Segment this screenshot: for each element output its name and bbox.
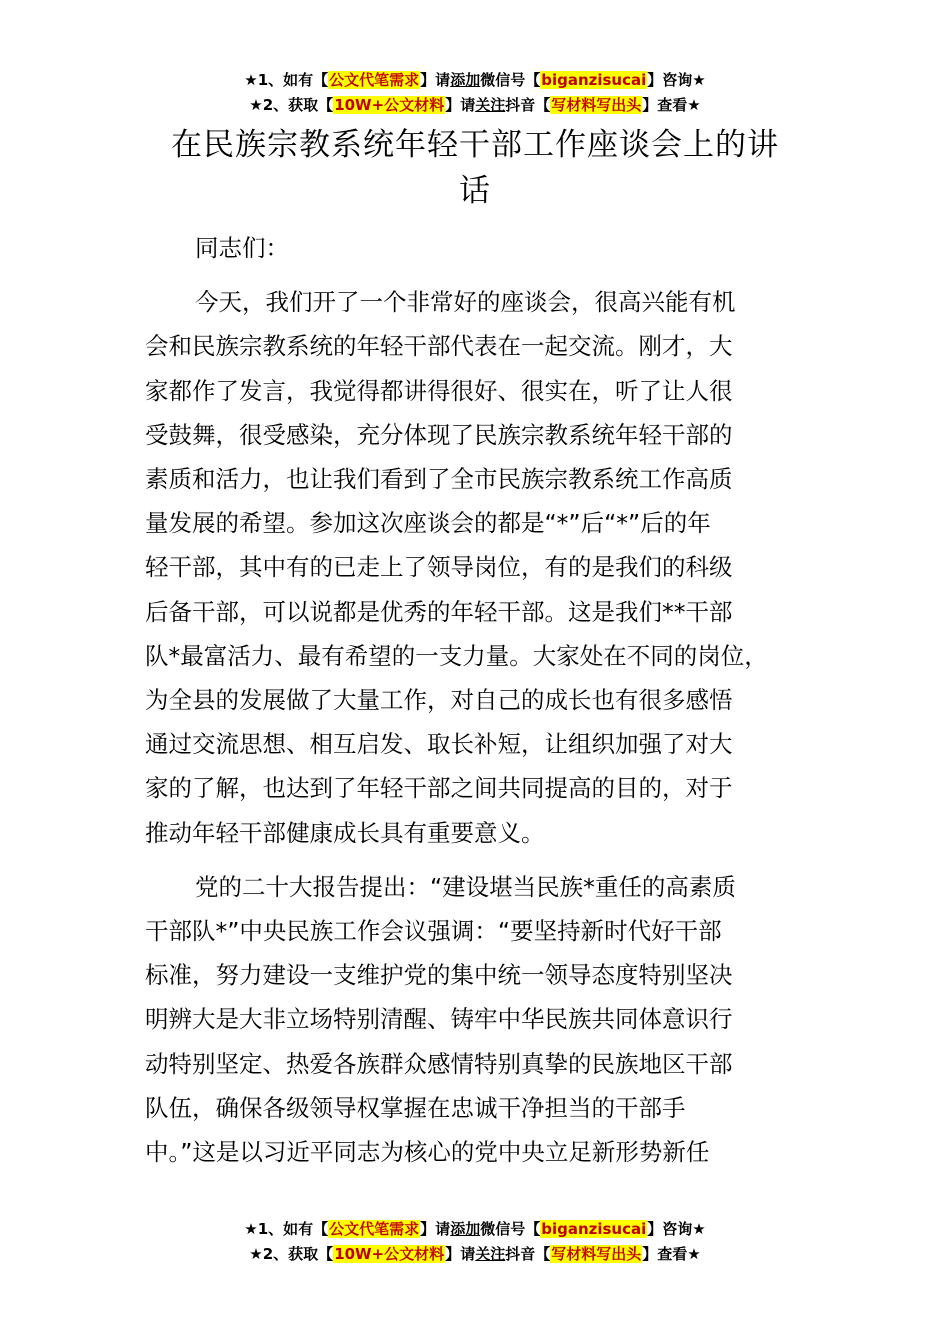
paragraph-line: 量发展的希望。参加这次座谈会的都是“*”后“*”后的年 [145, 509, 711, 538]
banner-highlight: 公文代笔需求 [329, 1220, 420, 1238]
banner-text: 】咨询★ [647, 71, 706, 89]
banner-text: 】请 [445, 1245, 476, 1263]
banner-text: 抖音【 [505, 96, 551, 114]
banner-text: 】咨询★ [647, 1220, 706, 1238]
paragraph-line: 素质和活力，也让我们看到了全市民族宗教系统工作高质 [145, 465, 733, 494]
banner-underline: 关注 [475, 1245, 506, 1263]
banner-text: 】请 [420, 1220, 451, 1238]
banner-text: ★2、获取【 [249, 96, 334, 114]
header-banner [0, 68, 950, 118]
banner-highlight: 10W+公文材料 [334, 96, 445, 114]
paragraph-gap [145, 855, 815, 865]
paragraph-line: 明辨大是大非立场特别清醒、铸牢中华民族共同体意识行 [145, 1005, 733, 1034]
paragraph-line: 家都作了发言，我觉得都讲得很好、很实在，听了让人很 [145, 376, 733, 405]
footer-banner [0, 1217, 950, 1267]
title-line-1: 在民族宗教系统年轻干部工作座谈会上的讲 [171, 127, 779, 163]
banner-text: ★2、获取【 [249, 1245, 334, 1263]
paragraph-line: 会和民族宗教系统的年轻干部代表在一起交流。刚才，大 [145, 332, 733, 361]
banner-wechat-id: biganzisucai [541, 1220, 647, 1238]
banner-underline: 关注 [475, 96, 506, 114]
banner-wechat-id: biganzisucai [541, 71, 647, 89]
paragraph-line: 标准，努力建设一支维护党的集中统一领导态度特别坚决 [145, 961, 733, 990]
salutation: 同志们： [195, 234, 289, 262]
banner-highlight: 10W+公文材料 [334, 1245, 445, 1263]
banner-text: 】查看★ [642, 1245, 701, 1263]
banner-line-1 [0, 68, 950, 93]
paragraph-line: 后备干部，可以说都是优秀的年轻干部。这是我们**干部 [145, 597, 733, 626]
banner-douyin-id: 写材料写出头 [551, 1245, 642, 1263]
salutation-paragraph [145, 226, 815, 270]
banner-highlight: 公文代笔需求 [329, 71, 420, 89]
banner-text: 微信号【 [480, 71, 541, 89]
banner-text: 抖音【 [505, 1245, 551, 1263]
paragraph-line: 家的了解，也达到了年轻干部之间共同提高的目的，对于 [145, 774, 733, 803]
banner-text: ★1、如有【 [244, 1220, 329, 1238]
paragraph-line: 动特别坚定、热爱各族群众感情特别真挚的民族地区干部 [145, 1049, 733, 1078]
paragraph-line: 轻干部，其中有的已走上了领导岗位，有的是我们的科级 [145, 553, 733, 582]
banner-douyin-id: 写材料写出头 [551, 96, 642, 114]
paragraph-line: 干部队*”中央民族工作会议强调：“要坚持新时代好干部 [145, 917, 722, 946]
banner-line-2 [0, 1242, 950, 1267]
paragraph-line: 队*最富活力、最有希望的一支力量。大家处在不同的岗位， [145, 641, 768, 670]
paragraph-line: 今天，我们开了一个非常好的座谈会，很高兴能有机 [195, 288, 736, 317]
document-title [145, 122, 805, 214]
paragraph-line: 为全县的发展做了大量工作，对自己的成长也有很多感悟 [145, 686, 733, 715]
paragraph-gap [145, 270, 815, 280]
paragraph-line: 中。”这是以习近平同志为核心的党中央立足新形势新任 [145, 1138, 710, 1167]
paragraph-line: 受鼓舞，很受感染，充分体现了民族宗教系统年轻干部的 [145, 420, 733, 449]
document-body [145, 226, 815, 1174]
banner-line-2 [0, 93, 950, 118]
paragraph-1 [145, 280, 815, 855]
banner-text: 】请 [420, 71, 451, 89]
banner-text: ★1、如有【 [244, 71, 329, 89]
paragraph-2 [145, 865, 815, 1174]
paragraph-line: 队伍，确保各级领导权掌握在忠诚干净担当的干部手 [145, 1093, 686, 1122]
banner-underline: 添加 [450, 1220, 481, 1238]
banner-line-1 [0, 1217, 950, 1242]
banner-text: 微信号【 [480, 1220, 541, 1238]
title-line-2: 话 [459, 173, 491, 209]
banner-underline: 添加 [450, 71, 481, 89]
banner-text: 】请 [445, 96, 476, 114]
paragraph-line: 推动年轻干部健康成长具有重要意义。 [145, 818, 545, 847]
banner-text: 】查看★ [642, 96, 701, 114]
paragraph-line: 通过交流思想、相互启发、取长补短，让组织加强了对大 [145, 730, 733, 759]
paragraph-line: 党的二十大报告提出：“建设堪当民族*重任的高素质 [195, 872, 736, 901]
